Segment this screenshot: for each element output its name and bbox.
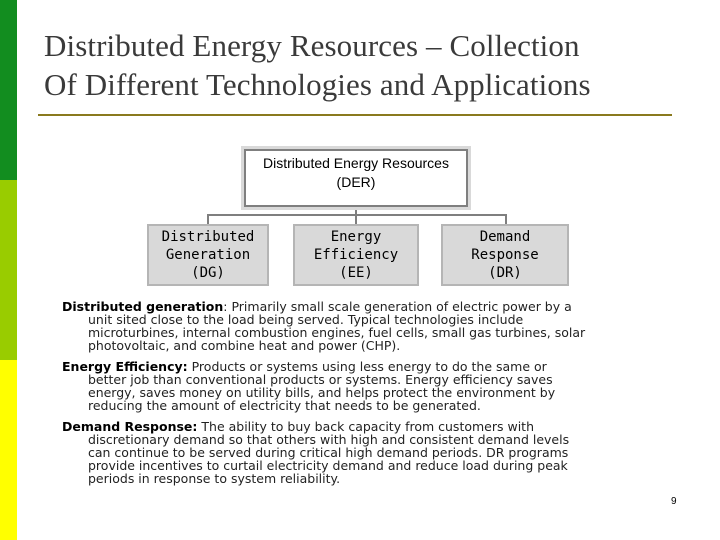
definition-dg [62, 300, 642, 352]
definition-term: Distributed generation [62, 299, 224, 314]
connector-dg [207, 214, 209, 224]
ee-box [293, 224, 419, 286]
definition-dr [62, 420, 642, 485]
definition-line: provide incentives to curtail electricity demand and reduce load during peak [88, 458, 568, 473]
definition-text: Products or systems using less energy to do the same or [187, 359, 547, 374]
dg-box [147, 224, 269, 286]
definitions [62, 300, 642, 493]
definition-text: : Primarily small scale generation of electric power by a [223, 299, 572, 314]
ee-line-2: Efficiency [313, 247, 399, 263]
ee-line-1: Energy [330, 229, 382, 245]
definition-line: periods in response to system reliability. [88, 471, 341, 486]
definition-line: discretionary demand so that others with high and consistent demand levels [88, 432, 570, 447]
definition-line: can continue to be served during critical high demand periods. DR programs [88, 445, 569, 460]
definition-text: The ability to buy back capacity from customers with [197, 419, 535, 434]
definition-line: better job than conventional products or systems. Energy efficiency saves [88, 372, 553, 387]
page-number: 9 [671, 496, 677, 507]
connector-ee [355, 214, 357, 224]
dr-line-3: (DR) [488, 265, 522, 281]
der-root-title: Distributed Energy Resources [263, 155, 449, 171]
dg-line-3: (DG) [191, 265, 225, 281]
definition-line: microturbines, internal combustion engines, fuel cells, small gas turbines, solar [88, 325, 586, 340]
slide-title-line-2: Of Different Technologies and Applications [44, 67, 591, 102]
definition-line: photovoltaic, and combine heat and power (CHP). [88, 338, 401, 353]
dg-line-2: Generation [165, 247, 251, 263]
ee-line-3: (EE) [339, 265, 373, 281]
der-root-abbrev: (DER) [336, 174, 376, 190]
slide-title-line-1: Distributed Energy Resources – Collection [44, 28, 580, 63]
dg-line-1: Distributed [161, 229, 255, 245]
accent-bar-yellow [0, 360, 17, 540]
der-root-box [244, 149, 468, 207]
dr-line-1: Demand [479, 229, 531, 245]
connector-horizontal [207, 214, 507, 216]
definition-term: Energy Efficiency: [62, 359, 188, 374]
definition-term: Demand Response: [62, 419, 198, 434]
definition-line: unit sited close to the load being served. Typical technologies include [88, 312, 524, 327]
definition-line: energy, saves money on utility bills, and helps protect the environment by [88, 385, 556, 400]
dr-line-2: Response [471, 247, 539, 263]
definition-ee [62, 360, 642, 412]
dr-box [441, 224, 569, 286]
connector-dr [505, 214, 507, 224]
definition-line: reducing the amount of electricity that needs to be generated. [88, 398, 481, 413]
